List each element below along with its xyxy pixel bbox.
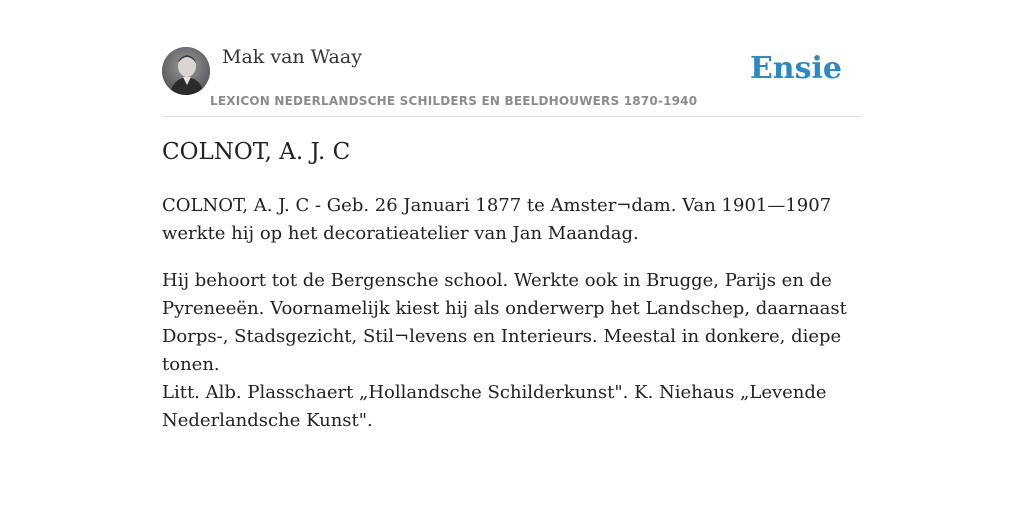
ensie-logo-link[interactable]: Ensie [749,51,842,86]
header [162,46,862,117]
lexicon-subtitle[interactable]: LEXICON NEDERLANDSCHE SCHILDERS EN BEELDHOUWERS 1870-1940 [210,94,698,108]
author-portrait-icon [162,47,210,95]
avatar[interactable] [162,47,210,95]
article-paragraph-literature: Litt. Alb. Plasschaert „Hollandsche Schilderkunst". K. Niehaus „Levende Nederlandsche Kunst". [162,382,827,431]
article-paragraph-2: Hij behoort tot de Bergensche school. Werkte ook in Brugge, Parijs en de Pyreneeën. Voornamelijk kiest hij als onderwerp het Landschep, daarnaast Dorps-, Stadsgezicht, Stil¬levens en Interieurs. Meestal in donkere, diepe tonen. [162,270,847,375]
page-title: COLNOT, A. J. C [162,139,351,165]
article-paragraph-1: COLNOT, A. J. C - Geb. 26 Januari 1877 te Amster¬dam. Van 1901—1907 werkte hij op het decoratieatelier van Jan Maandag. [162,195,832,244]
author-name[interactable]: Mak van Waay [222,46,362,68]
